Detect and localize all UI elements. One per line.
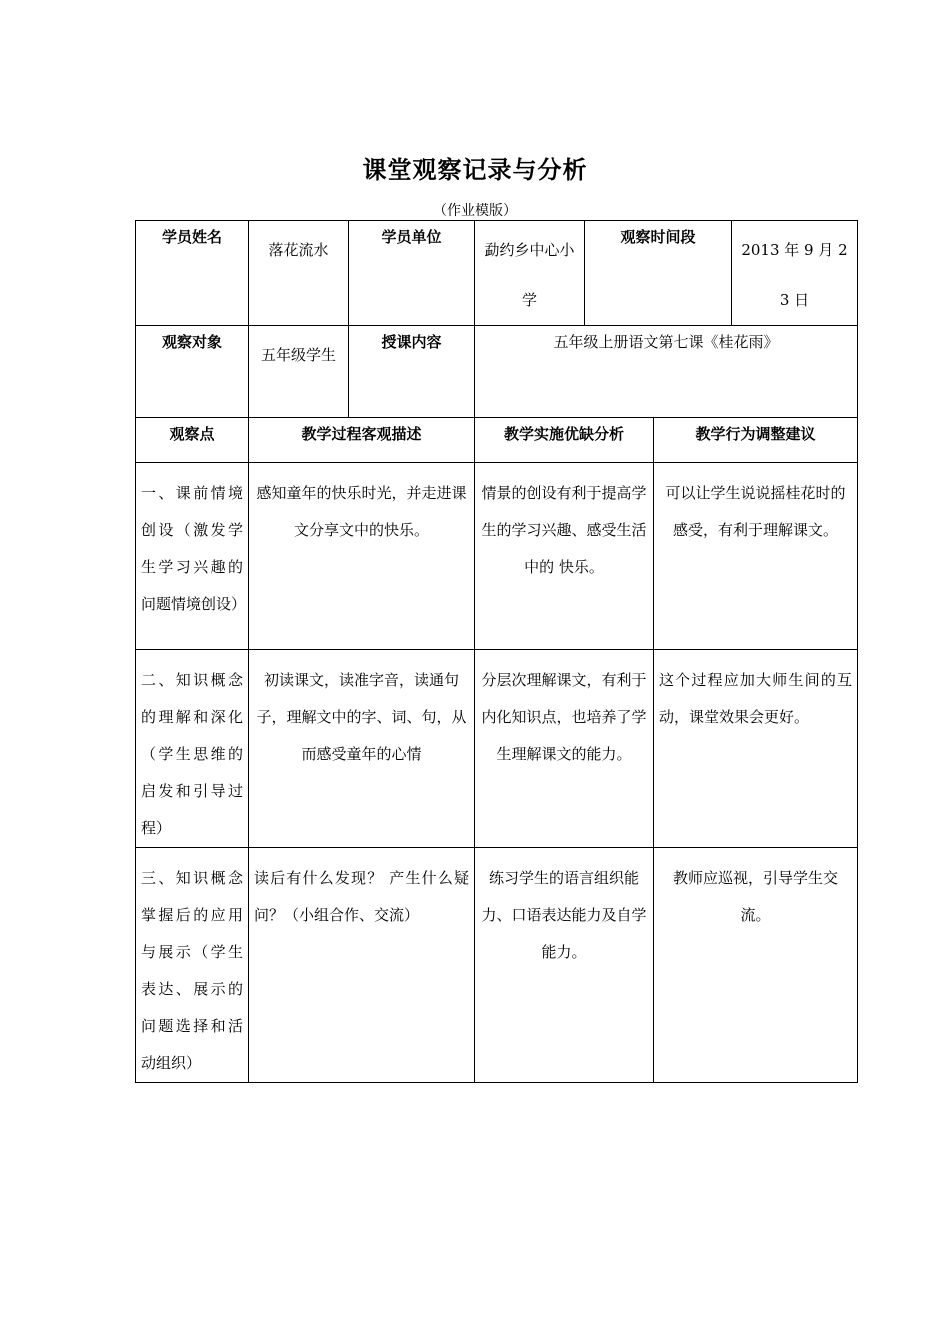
student-name-value: 落花流水 xyxy=(249,221,349,326)
observation-point-cell: 二、知识概念的理解和深化（学生思维的启发和引导过程） xyxy=(136,650,249,848)
info-row-1 xyxy=(136,221,858,326)
document-subtitle: （作业模版） xyxy=(433,203,517,219)
suggestion-cell: 这个过程应加大师生间的互动，课堂效果会更好。 xyxy=(654,650,858,848)
column-header-row xyxy=(136,418,858,463)
analysis-cell: 情景的创设有利于提高学生的学习兴趣、感受生活中的 快乐。 xyxy=(475,463,654,650)
col-header-suggestion: 教学行为调整建议 xyxy=(654,418,858,463)
analysis-cell: 练习学生的语言组织能力、口语表达能力及自学能力。 xyxy=(475,848,654,1083)
observation-point-cell: 三、知识概念掌握后的应用与展示（学生表达、展示的问题选择和活动组织） xyxy=(136,848,249,1083)
observation-table xyxy=(135,220,858,1083)
observation-time-value: 2013 年 9 月 23 日 xyxy=(732,221,858,326)
observation-time-label: 观察时间段 xyxy=(585,221,732,326)
unit-value: 勐约乡中心小学 xyxy=(475,221,585,326)
lesson-content-label: 授课内容 xyxy=(349,326,475,418)
lesson-content-value: 五年级上册语文第七课《桂花雨》 xyxy=(475,326,858,418)
info-row-2 xyxy=(136,326,858,418)
suggestion-cell: 可以让学生说说摇桂花时的感受，有利于理解课文。 xyxy=(654,463,858,650)
table-row xyxy=(136,848,858,1083)
analysis-cell: 分层次理解课文，有利于内化知识点，也培养了学生理解课文的能力。 xyxy=(475,650,654,848)
unit-label: 学员单位 xyxy=(349,221,475,326)
observation-object-label: 观察对象 xyxy=(136,326,249,418)
observation-point-cell: 一、课前情境创设（激发学生学习兴趣的问题情境创设） xyxy=(136,463,249,650)
document-title: 课堂观察记录与分析 xyxy=(362,156,588,184)
table-row xyxy=(136,650,858,848)
description-cell: 初读课文，读准字音，读通句子，理解文中的字、词、句，从而感受童年的心情 xyxy=(249,650,475,848)
table-row xyxy=(136,463,858,650)
suggestion-cell: 教师应巡视，引导学生交流。 xyxy=(654,848,858,1083)
student-name-label: 学员姓名 xyxy=(136,221,249,326)
observation-object-value: 五年级学生 xyxy=(249,326,349,418)
col-header-analysis: 教学实施优缺分析 xyxy=(475,418,654,463)
col-header-point: 观察点 xyxy=(136,418,249,463)
description-cell: 感知童年的快乐时光，并走进课文分享文中的快乐。 xyxy=(249,463,475,650)
col-header-description: 教学过程客观描述 xyxy=(249,418,475,463)
description-cell: 读后有什么发现？ 产生什么疑问？（小组合作、交流） xyxy=(249,848,475,1083)
